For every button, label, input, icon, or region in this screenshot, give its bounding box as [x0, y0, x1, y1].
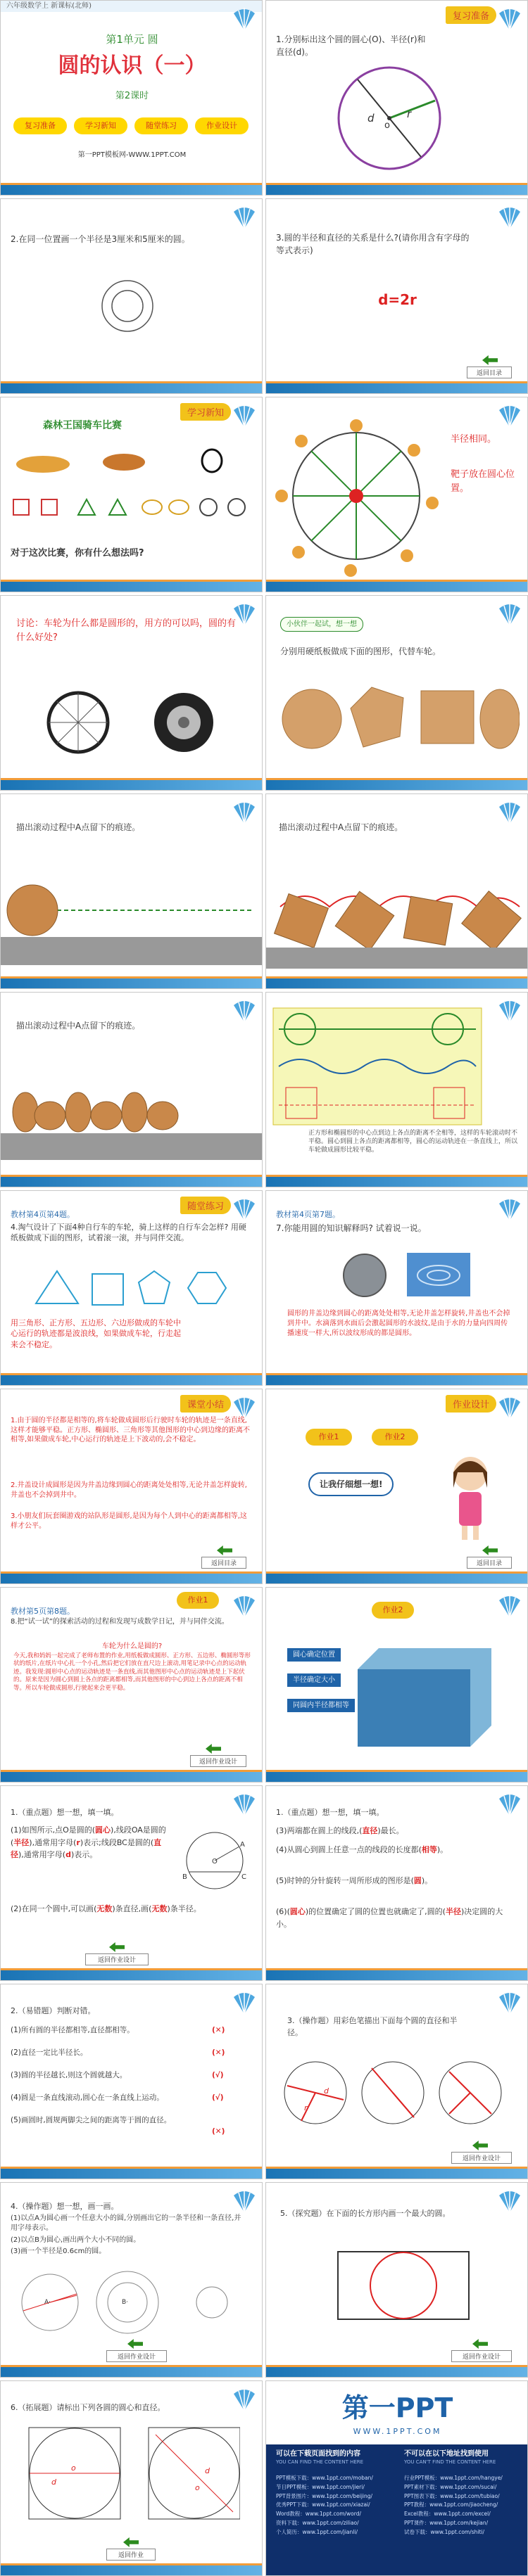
- link-list-2: [404, 2474, 503, 2537]
- slide-exercise-1b: [265, 1785, 528, 1981]
- link-item[interactable]: 优秀PPT下载：www.1ppt.com/xiazai/: [276, 2501, 370, 2508]
- judge-answer-5: (✕): [212, 2127, 225, 2136]
- nav-button-review[interactable]: 复习准备: [13, 117, 67, 134]
- question-text: 8.把“试一试”的探索活动的过程和发现写成数学日记，并与同伴交流。: [11, 1618, 229, 1626]
- slide-roll-square: [265, 793, 528, 989]
- shell-icon: [498, 1592, 522, 1619]
- radius-letter: r: [407, 108, 412, 120]
- back-arrow-icon: [482, 1545, 498, 1555]
- diameter-letter: d: [367, 112, 375, 125]
- link-item[interactable]: 资料下载：www.1ppt.com/ziliao/: [276, 2519, 359, 2526]
- section-tag: 作业设计: [446, 1395, 496, 1413]
- shell-icon: [232, 2187, 256, 2214]
- diary-title: 车轮为什么是圆的?: [101, 1643, 163, 1650]
- judge-answer-1: (✕): [212, 2026, 225, 2034]
- slide-new-1: [0, 397, 263, 592]
- shell-icon: [498, 1989, 522, 2015]
- back-arrow-icon: [217, 1545, 232, 1555]
- slide-review-3: [265, 198, 528, 394]
- shell-icon: [498, 798, 522, 825]
- back-label: 返回作业设计: [451, 2350, 512, 2362]
- link-item[interactable]: 个人简历：www.1ppt.com/jianli/: [276, 2528, 358, 2535]
- instruction-text: 描出滚动过程中A点留下的痕迹。: [279, 822, 403, 832]
- slide-roll-ellipse: [0, 992, 263, 1187]
- section-tag: 学习新知: [180, 403, 231, 421]
- textbook-ref: 教材第4页第7题。: [276, 1210, 340, 1219]
- shell-icon: [498, 997, 522, 1024]
- link-item[interactable]: 行业PPT模板：www.1ppt.com/hangye/: [404, 2475, 503, 2481]
- slide-exercise-2: [0, 1984, 263, 2179]
- point-b-label: B: [182, 1873, 187, 1881]
- link-item[interactable]: 节日PPT模板：www.1ppt.com/jieri/: [276, 2483, 365, 2490]
- link-item[interactable]: PPT素材下载：www.1ppt.com/sucai/: [404, 2483, 497, 2490]
- point-c-label: C: [241, 1873, 246, 1881]
- exercise-title: 3.（操作题）用彩色笔描出下面每个圆的直径和半径。: [287, 2016, 458, 2037]
- answer-text: 用三角形、正方形、五边形、六边形做成的车轮中心运行的轨迹都是波浪线，如果做成车轮，行走起来会不稳定。: [11, 1318, 181, 1349]
- rolling-ellipses: [1, 1084, 263, 1175]
- back-button[interactable]: [467, 355, 512, 379]
- rolling-circle: [1, 872, 263, 977]
- back-label: 返回目录: [201, 1557, 246, 1569]
- slide-practice-2: [265, 1190, 528, 1386]
- back-button[interactable]: [201, 1545, 246, 1569]
- race-title: 森林王国骑车比赛: [43, 420, 122, 431]
- slide-new-2: [265, 397, 528, 592]
- point-o-label: O: [212, 1858, 218, 1866]
- page-title: 圆的认识（一）: [58, 53, 206, 78]
- question-text: 7.你能用圆的知识解释吗? 试着说一说。: [276, 1223, 427, 1233]
- shell-icon: [232, 203, 256, 230]
- link-item[interactable]: 试卷下载：www.1ppt.com/shiti/: [404, 2528, 485, 2535]
- girl-illustration: [442, 1453, 498, 1544]
- summary-item-3: 3.小朋友们玩套圈游戏的站队形是圆形,是因为每个人到中心的距离都相等,这样才公平。: [11, 1512, 247, 1530]
- fill-blank-2: (2)在同一个圆中,可以画(无数)条直径,画(无数)条半径。: [11, 1904, 201, 1913]
- col1-sub: YOU CAN FIND THE CONTENT HERE: [276, 2459, 364, 2465]
- slide-homework-2: [265, 1587, 528, 1783]
- judge-item-5: (5)画圆时,圆规两脚尖之间的距离等于圆的直径。: [11, 2116, 172, 2124]
- judge-answer-3: (√): [212, 2071, 224, 2079]
- slide-review-1: [265, 0, 528, 196]
- col1-title: 可以在下载页面找到的内容: [276, 2450, 360, 2458]
- shell-icon: [232, 1592, 256, 1619]
- exercise-title: 2.（易错题）判断对错。: [11, 2006, 96, 2015]
- conclusion-text: 正方形和椭圆形的中心点到边上各点的距离不全相等，这样的车轮滚动时不平稳。圆心到圆上各点的距离都相等，圆心的运动轨迹在一条直线上，所以车轮做成圆形比较平稳。: [308, 1130, 518, 1154]
- exercise-title: 4.（操作题）想一想，画一画。: [11, 2202, 119, 2211]
- shell-icon: [232, 1195, 256, 1222]
- step-3: 同圆内半径都相等: [287, 1699, 355, 1712]
- note-radius: 半径相同。: [451, 434, 497, 445]
- exercise-title: 6.（拓展题）请标出下列各圆的圆心和直径。: [11, 2403, 165, 2412]
- shell-icon: [232, 402, 256, 428]
- shell-icon: [498, 1790, 522, 1817]
- judge-item-1: (1)所有圆的半径都相等,直径都相等。: [11, 2026, 134, 2034]
- discussion-text: 讨论：车轮为什么都是圆形的，用方的可以吗，圆的有什么好处?: [16, 618, 237, 643]
- slide-exercise-5: [265, 2182, 528, 2378]
- shell-icon: [232, 798, 256, 825]
- back-arrow-icon: [127, 2339, 143, 2349]
- period-label: 第2课时: [115, 91, 149, 101]
- answer-text: 圆形的井盖边缘到圆心的距离处处相等,无论井盖怎样旋转,井盖也不会掉到井中。水滴落到水面后会激起圆形的水波纹,是由于水的力量向四周传播速度一样大,所以波纹形成的都是圆形。: [287, 1310, 510, 1337]
- link-item[interactable]: PPT教程：www.1ppt.com/jiaocheng/: [404, 2501, 498, 2508]
- textbook-ref: 教材第5页第8题。: [11, 1607, 75, 1616]
- homework-tag: 作业2: [372, 1602, 414, 1619]
- cardboard-shapes: [280, 680, 520, 758]
- fill-blank-4: (4)从圆心到圆上任意一点的线段的长度都(相等)。: [276, 1845, 448, 1854]
- question-text: 4.淘气设计了下面4种自行车的车轮，骑上这样的自行车会怎样? 用硬纸板做成下面的图形，试着滚一滚，并与同伴交流。: [11, 1223, 246, 1243]
- back-button[interactable]: [467, 1545, 512, 1569]
- center-letter-1: o: [71, 2463, 76, 2473]
- shell-icon: [232, 5, 256, 32]
- back-arrow-icon: [482, 355, 498, 365]
- judge-answer-4: (√): [212, 2093, 224, 2102]
- note-target: 靶子放在圆心位置。: [451, 469, 515, 494]
- center-letter: o: [384, 120, 390, 131]
- instruction-text: 描出滚动过程中A点留下的痕迹。: [16, 822, 141, 832]
- draw-item-1: (1)以点A为圆心画一个任意大小的圆,分别画出它的一条半径和一条直径,并用字母表示。: [11, 2214, 241, 2232]
- concentric-circles: [99, 278, 156, 334]
- staircase-illustration: [329, 1634, 498, 1754]
- summary-item-1: 1.由于圆的半径都是相等的,将车轮做成圆形后行驶时车轮的轨迹是一条直线,这样才能够平稳。正方形、椭圆形、三角形等其他图形的中心到边缘的距离不相等,如果做成车轮,中心运行的轨迹是上下波动的,会不稳定。: [11, 1417, 250, 1443]
- step-1: 圆心确定位置: [287, 1648, 341, 1662]
- back-button[interactable]: [85, 1942, 149, 1966]
- diameter-letter: d: [324, 2086, 329, 2096]
- back-button[interactable]: [190, 1744, 246, 1768]
- section-tag: 随堂练习: [180, 1197, 231, 1214]
- brand-url: WWW.1PPT.COM: [353, 2427, 442, 2436]
- judge-item-2: (2)直径一定比半径长。: [11, 2048, 88, 2057]
- slide-practice-1: [0, 1190, 263, 1386]
- section-tag: 课堂小结: [180, 1395, 231, 1413]
- nav-button-practice[interactable]: 随堂练习: [134, 117, 188, 134]
- link-list-1: [276, 2474, 373, 2537]
- shell-icon: [498, 5, 522, 32]
- footer-text: 第一PPT模板网-WWW.1PPT.COM: [77, 151, 187, 159]
- shell-icon: [498, 402, 522, 428]
- back-button[interactable]: [451, 2339, 512, 2363]
- summary-item-2: 2.井盖设计成圆形是因为井盖边缘到圆心的距离处处相等,无论井盖怎样旋转,井盖也不会掉到井中。: [11, 1481, 247, 1499]
- slide-exercise-1a: [0, 1785, 263, 1981]
- link-item[interactable]: PPT背景图片：www.1ppt.com/beijing/: [276, 2492, 373, 2499]
- wheels-illustration: [43, 687, 226, 758]
- homework-tag: 作业1: [177, 1592, 219, 1609]
- point-a-label: A·: [44, 2299, 51, 2306]
- back-label: 返回作业设计: [106, 2350, 167, 2362]
- slide-homework-1: [0, 1587, 263, 1783]
- back-button[interactable]: [451, 2141, 512, 2164]
- shell-icon: [232, 1989, 256, 2015]
- slide-homework-menu: [265, 1389, 528, 1584]
- link-item[interactable]: Excel教程：www.1ppt.com/excel/: [404, 2511, 491, 2517]
- exercise-title: 1.（重点题）想一想，填一填。: [276, 1808, 384, 1817]
- shell-icon: [498, 1394, 522, 1420]
- three-circles: [280, 2058, 513, 2128]
- center-letter-2: o: [195, 2483, 200, 2492]
- link-item[interactable]: PPT模板下载：www.1ppt.com/moban/: [276, 2475, 373, 2481]
- shell-icon: [232, 2385, 256, 2412]
- draw-item-2: (2)以点B为圆心,画出两个大小不同的圆。: [11, 2236, 141, 2244]
- shell-icon: [232, 997, 256, 1024]
- back-label: 返回目录: [467, 1557, 512, 1569]
- animals-bikes-illustration: [8, 440, 254, 531]
- slide-review-2: [0, 198, 263, 394]
- judge-answer-2: (✕): [212, 2048, 225, 2057]
- judge-item-4: (4)圆是一条直线滚动,圆心在一条直线上运动。: [11, 2093, 164, 2102]
- shell-icon: [498, 203, 522, 230]
- slide-title: [0, 0, 263, 196]
- fill-blank-6: (6)(圆心)的位置确定了圆的位置也就确定了,圆的(半径)决定圆的大小。: [276, 1907, 503, 1929]
- back-label: 返回作业: [106, 2549, 156, 2561]
- back-arrow-icon: [109, 1942, 125, 1952]
- polygon-wheels: [29, 1267, 240, 1309]
- link-item[interactable]: PPT图表下载：www.1ppt.com/tubiao/: [404, 2492, 500, 2499]
- manhole-ripple-images: [337, 1247, 477, 1303]
- back-arrow-icon: [123, 2537, 139, 2547]
- nav-button-new[interactable]: 学习新知: [74, 117, 127, 134]
- trajectory-comparison: [272, 1007, 483, 1126]
- rectangle-with-circle: [337, 2250, 470, 2328]
- thinking-bubble: 让我仔细想一想!: [308, 1472, 394, 1496]
- back-button[interactable]: [106, 2537, 156, 2561]
- fill-blank-5: (5)时钟的分针旋转一周所形成的图形是(圆)。: [276, 1876, 433, 1885]
- radius-letter: r: [304, 2103, 308, 2112]
- slide-summary: [0, 1389, 263, 1584]
- slide-new-3: [0, 595, 263, 791]
- back-arrow-icon: [472, 2141, 488, 2150]
- shell-icon: [498, 1195, 522, 1222]
- point-a-label: A: [240, 1841, 245, 1849]
- question-text: 2.在同一位置画一个半径是3厘米和5厘米的圆。: [11, 234, 190, 244]
- step-2: 半径确定大小: [287, 1673, 341, 1687]
- fill-blank-1: (1)如图所示,点O是圆的(圆心),线段OA是圆的(半径),通常用字母(r)表示;线段BC是圆的(直径),通常用字母(d)表示。: [11, 1825, 166, 1860]
- rolling-squares: [266, 857, 528, 977]
- slide-new-4: [265, 595, 528, 791]
- slide-exercise-3: [265, 1984, 528, 2179]
- col2-sub: YOU CAN'T FIND THE CONTENT HERE: [404, 2459, 496, 2465]
- question-text: 对于这次比赛，你有什么想法吗?: [11, 548, 144, 559]
- brand-logo: 第一PPT: [341, 2392, 453, 2423]
- answer-formula: d=2r: [378, 291, 417, 308]
- diameter-letter-1: d: [51, 2478, 56, 2487]
- col2-title: 不可以在以下地址找到使用: [404, 2450, 489, 2458]
- slide-exercise-6: [0, 2380, 263, 2576]
- nav-button-homework[interactable]: 作业设计: [195, 117, 249, 134]
- instruction-text: 分别用硬纸板做成下面的图形，代替车轮。: [280, 646, 441, 656]
- back-label: 返回作业设计: [190, 1755, 246, 1767]
- judge-item-3: (3)圆的半径越长,则这个圆就越大。: [11, 2071, 127, 2079]
- homework-1-button[interactable]: 作业1: [306, 1429, 352, 1446]
- link-item[interactable]: PPT课件：www.1ppt.com/kejian/: [404, 2519, 489, 2526]
- unit-label: 第1单元 圆: [106, 33, 158, 46]
- hint-bubble: 小伙伴一起试，想一想: [280, 617, 363, 632]
- slide-exercise-4: [0, 2182, 263, 2378]
- diameter-letter-2: d: [205, 2466, 210, 2475]
- point-b-label: B·: [122, 2299, 129, 2306]
- shell-icon: [498, 600, 522, 627]
- slide-conclusion: [265, 992, 528, 1187]
- slide-roll-circle: [0, 793, 263, 989]
- slide-credits: [265, 2380, 528, 2576]
- question-text: 1.分别标出这个圆的圆心(O)、半径(r)和直径(d)。: [276, 34, 426, 57]
- diary-body: 今天,我和妈妈一起完成了老师布置的作业,用纸板做成圆形、正方形、五边形、椭圆形等形状的纸片,在纸片中心扎一个小孔,然后把它们放在直尺边上滚动,用笔记录中心点的运动轨迹。我发现:圆形中心点的运动轨迹是一条直线,而其他图形中心点的运动轨迹是上下起伏的。原来是因为圆心到圆上各点的距离都相等,而其他图形的中心到边上各点的距离不相等。所以车轮做成圆形,行驶起来会更平稳。: [13, 1652, 251, 1692]
- question-text: 3.圆的半径和直径的关系是什么?(请你用含有字母的等式表示): [276, 233, 470, 255]
- instruction-text: 描出滚动过程中A点留下的痕迹。: [16, 1021, 141, 1031]
- exercise-title: 5.（探究题）在下面的长方形内画一个最大的圆。: [280, 2209, 451, 2218]
- homework-2-button[interactable]: 作业2: [372, 1429, 418, 1446]
- back-label: 返回作业设计: [85, 1953, 149, 1965]
- textbook-ref: 教材第4页第4题。: [11, 1210, 75, 1219]
- target-circle-illustration: [273, 412, 442, 577]
- back-button[interactable]: [106, 2339, 167, 2363]
- shell-icon: [498, 2187, 522, 2214]
- back-label: 返回作业设计: [451, 2152, 512, 2164]
- fill-blank-3: (3)两端都在圆上的线段,(直径)最长。: [276, 1826, 404, 1835]
- draw-item-3: (3)画一个半径是0.6cm的圆。: [11, 2247, 106, 2255]
- exercise-title: 1.（重点题）想一想，填一填。: [11, 1808, 119, 1817]
- grade-header: 六年级数学上 新课标(北师): [6, 2, 92, 10]
- back-arrow-icon: [206, 1744, 221, 1754]
- circle-diagram: [329, 58, 449, 178]
- back-arrow-icon: [472, 2339, 488, 2349]
- shell-icon: [232, 1790, 256, 1817]
- back-label: 返回目录: [467, 366, 512, 378]
- section-tag: 复习准备: [446, 6, 496, 24]
- link-item[interactable]: Word教程：www.1ppt.com/word/: [276, 2511, 361, 2517]
